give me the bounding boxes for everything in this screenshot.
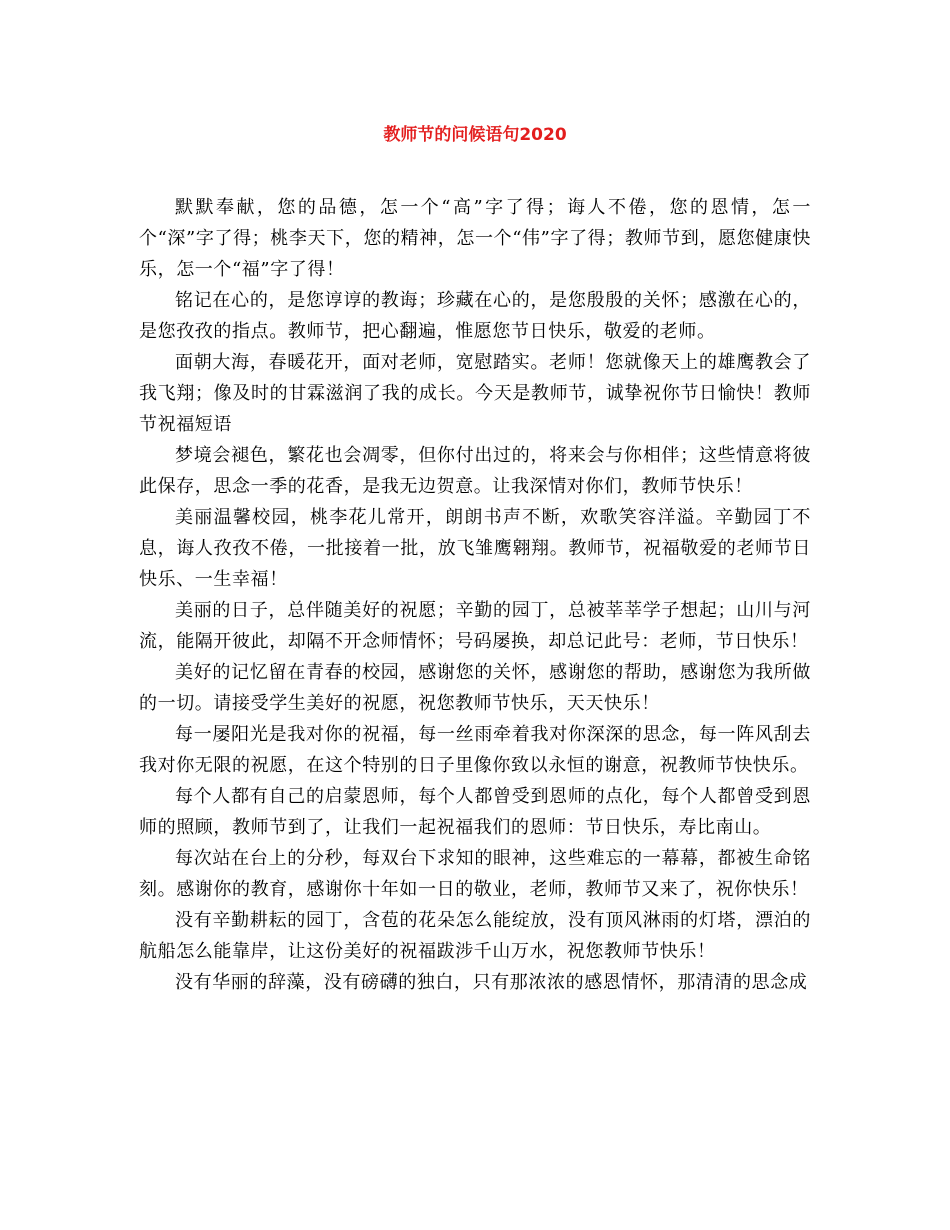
paragraph: 梦境会褪色，繁花也会凋零，但你付出过的，将来会与你相伴；这些情意将彼此保存，思念一季的花香，是我无边贺意。让我深情对你们，教师节快乐！: [139, 445, 811, 497]
paragraph: 默默奉献，您的品德，怎一个“高”字了得；诲人不倦，您的恩情，怎一个“深”字了得；桃李天下，您的精神，怎一个“伟”字了得；教师节到，愿您健康快乐，怎一个“福”字了得！: [139, 197, 811, 280]
paragraph: 没有辛勤耕耘的园丁，含苞的花朵怎么能绽放，没有顶风淋雨的灯塔，漂泊的航船怎么能靠岸，让这份美好的祝福跋涉千山万水，祝您教师节快乐！: [139, 910, 811, 962]
document-title: 教师节的问候语句2020: [383, 125, 567, 145]
paragraph: 每次站在台上的分秒，每双台下求知的眼神，这些难忘的一幕幕，都被生命铭刻。感谢你的教育，感谢你十年如一日的敬业，老师，教师节又来了，祝你快乐！: [139, 848, 811, 900]
paragraph: 每一屡阳光是我对你的祝福，每一丝雨牵着我对你深深的思念，每一阵风刮去我对你无限的祝愿，在这个特别的日子里像你致以永恒的谢意，祝教师节快快乐。: [139, 724, 811, 776]
paragraph: 美丽温馨校园，桃李花儿常开，朗朗书声不断，欢歌笑容洋溢。辛勤园丁不息，诲人孜孜不倦，一批接着一批，放飞雏鹰翱翔。教师节，祝福敬爱的老师节日快乐、一生幸福！: [139, 507, 811, 590]
paragraph: 每个人都有自己的启蒙恩师，每个人都曾受到恩师的点化，每个人都曾受到恩师的照顾，教师节到了，让我们一起祝福我们的恩师：节日快乐，寿比南山。: [139, 786, 811, 838]
paragraph: 铭记在心的，是您谆谆的教诲；珍藏在心的，是您殷殷的关怀；感激在心的，是您孜孜的指点。教师节，把心翻遍，惟愿您节日快乐，敬爱的老师。: [139, 290, 811, 342]
paragraph: 美丽的日子，总伴随美好的祝愿；辛勤的园丁，总被莘莘学子想起；山川与河流，能隔开彼此，却隔不开念师情怀；号码屡换，却总记此号：老师，节日快乐！: [139, 600, 811, 652]
document-body: [139, 192, 811, 998]
paragraph: 面朝大海，春暖花开，面对老师，宽慰踏实。老师！您就像天上的雄鹰教会了我飞翔；像及时的甘霖滋润了我的成长。今天是教师节，诚挚祝你节日愉快！教师节祝福短语: [139, 352, 811, 435]
paragraph: 没有华丽的辞藻，没有磅礴的独白，只有那浓浓的感恩情怀，那清清的思念成: [175, 972, 808, 993]
paragraph: 美好的记忆留在青春的校园，感谢您的关怀，感谢您的帮助，感谢您为我所做的一切。请接受学生美好的祝愿，祝您教师节快乐，天天快乐！: [139, 662, 811, 714]
